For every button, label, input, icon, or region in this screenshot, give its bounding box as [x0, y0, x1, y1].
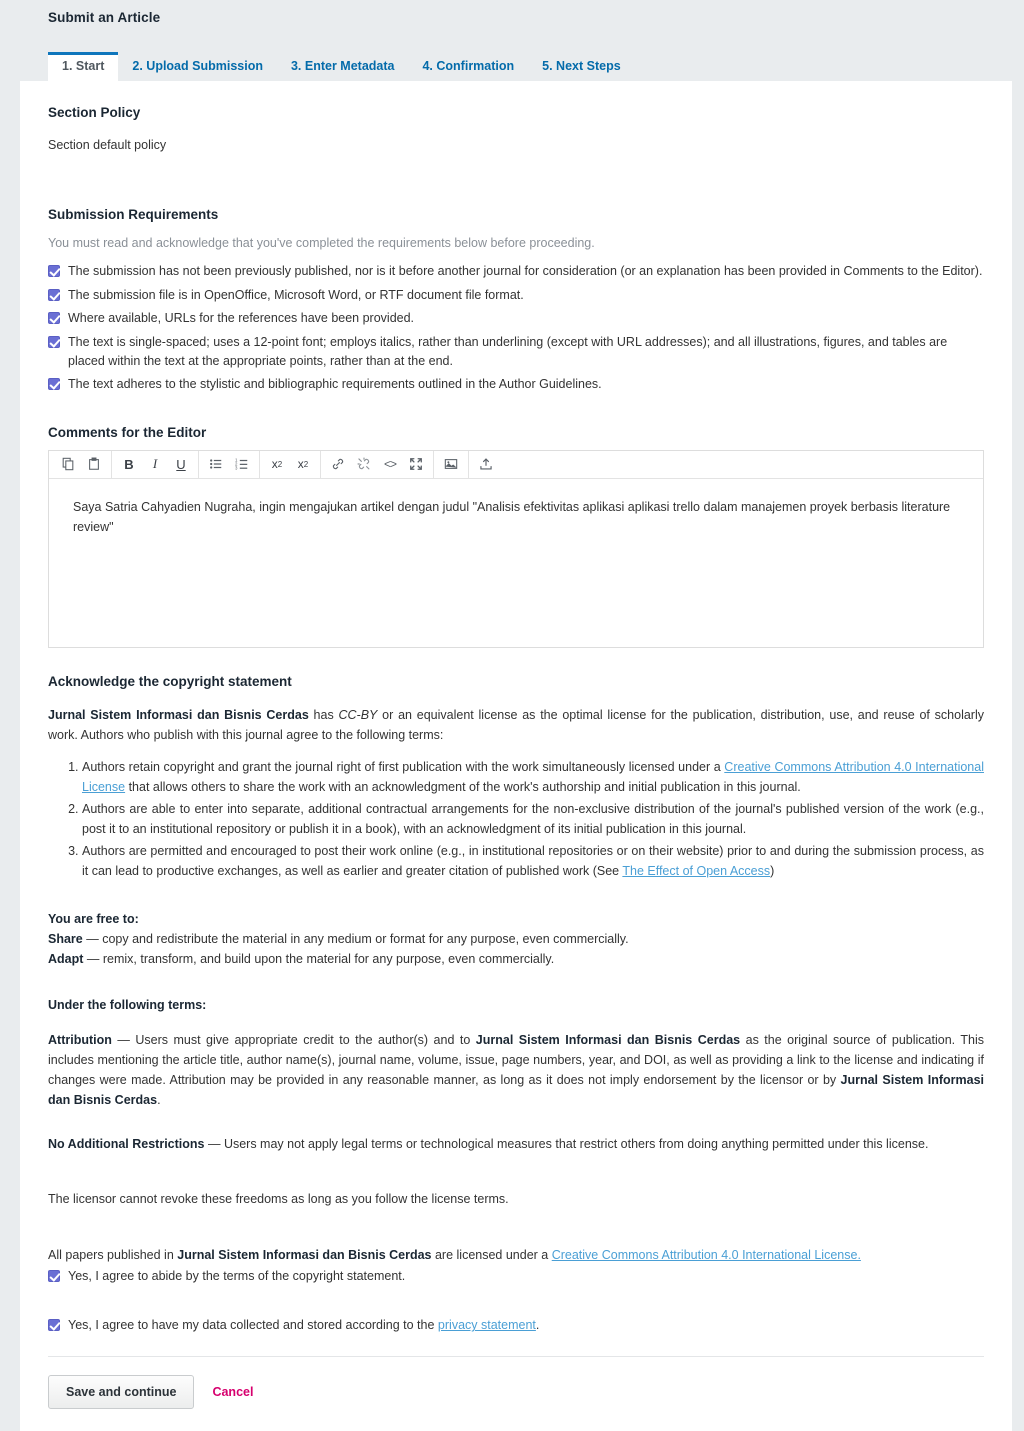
subscript-icon[interactable]: x 2	[290, 452, 316, 476]
copyright-heading: Acknowledge the copyright statement	[48, 673, 292, 689]
copyright-intro-part-1: has	[308, 707, 339, 722]
term-1-text-b: that allows others to share the work with an acknowledgment of the work's authorship and initial publication in this journal.	[125, 779, 801, 794]
attribution-text-c: .	[157, 1092, 161, 1107]
all-papers-license-link[interactable]: Creative Commons Attribution 4.0 International License.	[551, 1248, 861, 1262]
no-restrictions-text: — Users may not apply legal terms or technological measures that restrict others from doing anything permitted under this license.	[204, 1136, 929, 1151]
toolbar-group-upload	[469, 451, 503, 478]
requirement-item	[48, 309, 984, 328]
requirement-checkbox-2[interactable]	[48, 289, 60, 301]
tab-start[interactable]: 1. Start	[48, 52, 118, 82]
cancel-button[interactable]: Cancel	[212, 1384, 254, 1399]
copyright-intro-part-2: or an equivalent license as the optimal license for the publication, distribution, use, and reuse of scholarly work. Authors who publish with this journal agree to the following terms:	[48, 707, 984, 742]
under-terms-heading: Under the following terms:	[48, 998, 207, 1013]
agree-copyright-label: Yes, I agree to abide by the terms of the copyright statement.	[68, 1269, 406, 1283]
journal-name: Jurnal Sistem Informasi dan Bisnis Cerdas	[475, 1032, 741, 1047]
privacy-statement-link[interactable]: privacy statement	[437, 1318, 536, 1333]
svg-text:1: 1	[235, 457, 238, 463]
section-policy-heading: Section Policy	[48, 105, 141, 120]
creative-commons-license-link[interactable]: Creative Commons Attribution 4.0 International License	[82, 759, 984, 794]
page-header	[0, 0, 1024, 25]
comments-editor-heading: Comments for the Editor	[48, 424, 207, 440]
journal-name: Jurnal Sistem Informasi dan Bisnis Cerdas	[177, 1248, 432, 1262]
share-text: — copy and redistribute the material in any medium or format for any purpose, even commercially.	[82, 931, 629, 946]
submission-requirements-heading: Submission Requirements	[48, 207, 219, 223]
copyright-term-3	[82, 841, 984, 881]
toolbar-group-insert	[321, 451, 434, 478]
submission-requirements-list	[48, 262, 984, 394]
attribution-paragraph	[48, 1030, 984, 1110]
save-and-continue-button[interactable]: Save and continue	[48, 1375, 194, 1409]
journal-name: Jurnal Sistem Informasi dan Bisnis Cerdas	[48, 1072, 984, 1107]
copyright-term-2: 2. Authors are able to enter into separate, additional contractual arrangements for the non-exclusive distribution of the journal's published version of the work (e.g., post it to an institutional repository or publish it in a book), with an acknowledgment of its initial publication in this journal.	[82, 799, 984, 839]
paste-icon[interactable]	[81, 452, 107, 476]
toolbar-group-clipboard	[51, 451, 112, 478]
bullet-list-icon[interactable]	[203, 452, 229, 476]
requirement-checkbox-1[interactable]	[48, 265, 60, 277]
adapt-label: Adapt	[48, 952, 84, 967]
requirement-item	[48, 262, 984, 281]
adapt-text: — remix, transform, and build upon the material for any purpose, even commercially.	[83, 952, 555, 967]
agree-privacy-label	[68, 1316, 539, 1335]
attribution-text-b: as the original source of publication. This includes mentioning the article title, author name(s), journal name, volume, issue, page numbers, year, and DOI, as well as providing a link to the license and indicating if changes were made. Attribution may be provided in any reasonable manner, as long as it does not imply endorsement by the licensor or by	[48, 1032, 984, 1087]
requirement-label-1: The submission has not been previously published, nor is it before another journal for consideration (or an explanation has been provided in Comments to the Editor).	[68, 264, 983, 279]
bold-icon[interactable]: B	[116, 452, 142, 476]
term-3-text-a: Authors are permitted and encouraged to post their work online (e.g., in institutional repositories or on their website) prior to and during the submission process, as it can lead to productive exchanges, as well as earlier and greater citation of published work (See	[82, 843, 984, 878]
unlink-icon[interactable]	[351, 452, 377, 476]
source-code-icon[interactable]: <>	[377, 452, 403, 476]
tab-enter-metadata[interactable]: 3. Enter Metadata	[277, 52, 409, 82]
requirement-label-5: The text adheres to the stylistic and bibliographic requirements outlined in the Author Guidelines.	[68, 377, 602, 392]
attribution-text-a: — Users must give appropriate credit to the author(s) and to	[111, 1032, 476, 1047]
copy-icon[interactable]	[55, 452, 81, 476]
all-papers-paragraph	[48, 1245, 984, 1265]
term-3-text-b: )	[770, 863, 775, 878]
image-icon[interactable]	[438, 452, 464, 476]
toolbar-group-image	[434, 451, 469, 478]
privacy-text-a: Yes, I agree to have my data collected and stored according to the	[68, 1318, 438, 1333]
copyright-terms-list	[48, 757, 984, 881]
requirement-label-2: The submission file is in OpenOffice, Microsoft Word, or RTF document file format.	[68, 287, 524, 302]
form-actions	[48, 1357, 984, 1431]
journal-name: Jurnal Sistem Informasi dan Bisnis Cerdas	[48, 707, 309, 722]
numbered-list-icon[interactable]	[229, 452, 255, 476]
agree-copyright-row	[48, 1267, 984, 1286]
requirement-checkbox-4[interactable]	[48, 336, 60, 348]
all-papers-text-b: are licensed under a	[431, 1248, 552, 1262]
submission-form-content	[20, 81, 1012, 1431]
upload-icon[interactable]	[473, 452, 499, 476]
no-restrictions-label: No Additional Restrictions	[48, 1136, 205, 1151]
attribution-label: Attribution	[48, 1032, 112, 1047]
toolbar-group-lists	[199, 451, 260, 478]
svg-text:3: 3	[235, 465, 238, 471]
editor-toolbar	[49, 451, 983, 479]
copyright-term-1	[82, 757, 984, 797]
requirement-label-4: The text is single-spaced; uses a 12-point font; employs italics, rather than underlining (except with URL addresses); and all illustrations, figures, and tables are placed within the text at the appropriate points, rather than at the end.	[68, 334, 948, 368]
requirement-item	[48, 375, 984, 394]
share-row	[48, 929, 984, 949]
link-icon[interactable]	[325, 452, 351, 476]
toolbar-group-script	[260, 451, 321, 478]
section-policy-text: Section default policy	[48, 138, 167, 152]
privacy-text-b: .	[535, 1318, 540, 1333]
agree-copyright-checkbox[interactable]	[48, 1270, 60, 1282]
share-label: Share	[48, 931, 83, 946]
no-restrictions-paragraph	[48, 1134, 984, 1154]
requirement-checkbox-3[interactable]	[48, 312, 60, 324]
all-papers-text-a: All papers published in	[48, 1248, 178, 1262]
comments-editor	[48, 450, 984, 648]
agree-privacy-checkbox[interactable]	[48, 1319, 60, 1331]
submission-step-tabs	[0, 47, 1024, 81]
revoke-text: The licensor cannot revoke these freedoms as long as you follow the license terms.	[48, 1191, 509, 1206]
requirement-item	[48, 286, 984, 305]
page-title: Submit an Article	[48, 10, 161, 25]
tab-next-steps[interactable]: 5. Next Steps	[528, 52, 635, 82]
tab-confirmation[interactable]: 4. Confirmation	[408, 52, 528, 82]
free-to-heading: You are free to:	[48, 911, 139, 926]
tab-upload-submission[interactable]: 2. Upload Submission	[118, 52, 277, 82]
superscript-icon[interactable]: x 2	[264, 452, 290, 476]
copyright-intro	[48, 705, 984, 745]
svg-text:2: 2	[235, 461, 238, 467]
toolbar-group-format	[112, 451, 199, 478]
requirement-label-3: Where available, URLs for the references have been provided.	[68, 311, 415, 326]
term-1-text-a: Authors retain copyright and grant the journal right of first publication with the work simultaneously licensed under a	[82, 759, 725, 774]
fullscreen-icon[interactable]	[403, 452, 429, 476]
requirement-checkbox-5[interactable]	[48, 378, 60, 390]
open-access-effect-link[interactable]: The Effect of Open Access	[622, 863, 771, 878]
license-abbreviation: CC-BY	[338, 707, 378, 722]
underline-icon[interactable]: U	[168, 452, 194, 476]
submission-requirements-intro: You must read and acknowledge that you've completed the requirements below before proceeding.	[48, 236, 595, 251]
adapt-row	[48, 949, 984, 969]
comments-editor-textarea[interactable]: Saya Satria Cahyadien Nugraha, ingin mengajukan artikel dengan judul "Analisis efektivitas aplikasi aplikasi trello dalam manajemen proyek berbasis literature review"	[73, 499, 951, 534]
requirement-item	[48, 333, 984, 372]
agree-privacy-row	[48, 1316, 984, 1335]
italic-icon[interactable]: I	[142, 452, 168, 476]
